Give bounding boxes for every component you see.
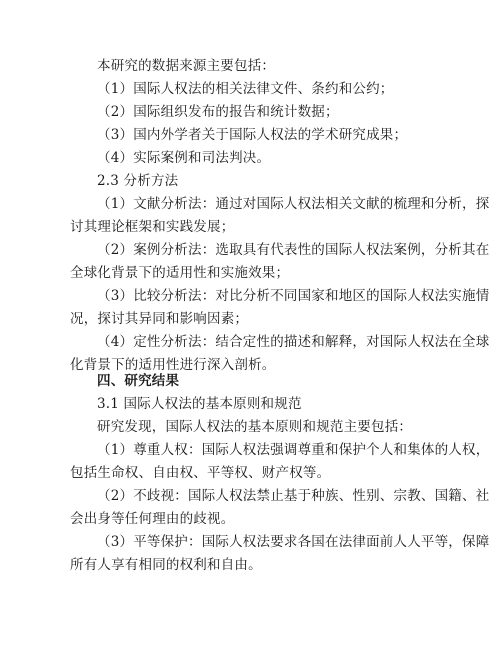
list-item: （1）文献分析法：通过对国际人权法相关文献的梳理和分析，探 [97, 196, 490, 212]
paragraph-line: 包括生命权、自由权、平等权、财产权等。 [70, 465, 331, 481]
list-item: （1）尊重人权：国际人权法强调尊重和保护个人和集体的人权， [97, 442, 490, 458]
paragraph-line: 讨其理论框架和实践发展； [70, 219, 235, 235]
list-item: （4）实际案例和司法判决。 [97, 150, 271, 166]
paragraph-line: 全球化背景下的适用性和实施效果； [70, 265, 290, 281]
section-heading: 2.3 分析方法 [97, 173, 179, 189]
list-item: （1）国际人权法的相关法律文件、条约和公约； [97, 81, 394, 97]
paragraph-line: 研究发现，国际人权法的基本原则和规范主要包括： [97, 419, 413, 435]
list-item: （4）定性分析法：结合定性的描述和解释，对国际人权法在全球 [97, 334, 490, 350]
paragraph-line: 化背景下的适用性进行深入剖析。 [70, 357, 276, 373]
section-heading: 3.1 国际人权法的基本原则和规范 [97, 396, 302, 412]
list-item: （3）国内外学者关于国际人权法的学术研究成果； [97, 127, 408, 143]
list-item: （3）比较分析法：对比分析不同国家和地区的国际人权法实施情 [97, 288, 490, 304]
paragraph-line: 会出身等任何理由的歧视。 [70, 511, 235, 527]
list-item: （3）平等保护：国际人权法要求各国在法律面前人人平等，保障 [97, 534, 490, 550]
list-item: （2）国际组织发布的报告和统计数据； [97, 104, 339, 120]
list-item: （2）不歧视：国际人权法禁止基于种族、性别、宗教、国籍、社 [97, 488, 490, 504]
paragraph-line: 况，探讨其异同和影响因素； [70, 311, 249, 327]
paragraph-line: 本研究的数据来源主要包括： [97, 58, 276, 74]
paragraph-line: 所有人享有相同的权利和自由。 [70, 557, 262, 573]
list-item: （2）案例分析法：选取具有代表性的国际人权法案例，分析其在 [97, 242, 490, 258]
chapter-heading: 四、研究结果 [97, 373, 180, 389]
